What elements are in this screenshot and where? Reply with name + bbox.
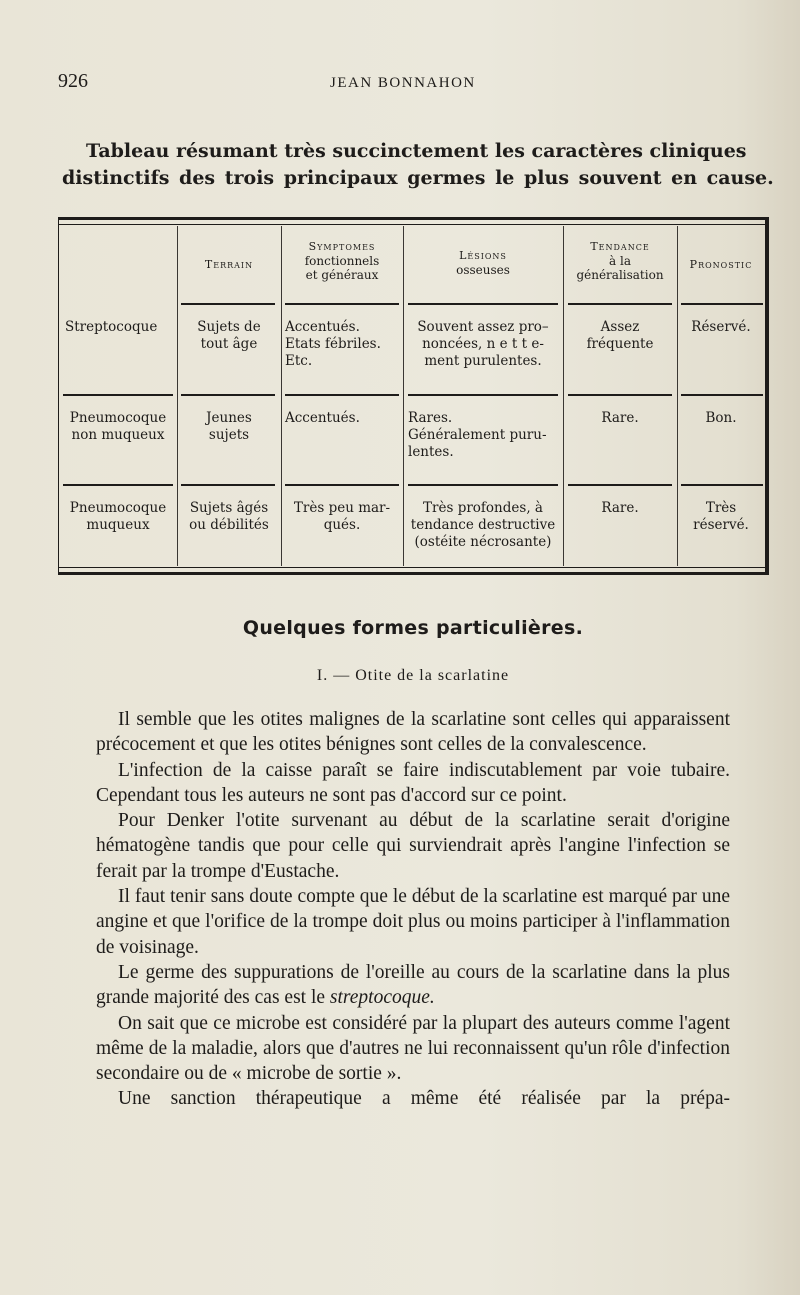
row-1-tendance-line-1: Assez: [600, 319, 640, 335]
row-1-lesions-line-3: ment purulentes.: [424, 353, 542, 369]
clinical-table: [58, 217, 769, 575]
header-symptomes-line-2: fonctionnels: [304, 254, 380, 268]
row-2-lesions-line-2: Généralement puru-: [408, 427, 547, 443]
table-title: [62, 138, 780, 192]
paragraph-6: On sait que ce microbe est considéré par la plupart des auteurs comme l'agent même de la maladie, alors que d'autres ne lui reconnaissent qu'un rôle d'infection secondaire ou de « microbe de sortie ».: [96, 1012, 730, 1085]
paragraph-2: L'infection de la caisse paraît se faire indiscutablement par voie tubaire. Cependant tous les auteurs ne sont pas d'accord sur ce point.: [96, 759, 730, 806]
paragraph-5-text: Le germe des suppurations de l'oreille au cours de la scarlatine dans la plus grande majorité des cas est le: [96, 961, 730, 1009]
row-3-terrain-line-1: Sujets âgés: [189, 500, 269, 516]
header-terrain: Terrain: [204, 258, 254, 271]
row-3-germ: [59, 500, 177, 534]
row-1-lesions: [403, 319, 563, 370]
row-separator: [408, 484, 558, 486]
section-subtitle: I. — Otite de la scarlatine: [316, 667, 510, 684]
row-3-terrain-line-2: ou débilités: [189, 517, 269, 533]
row-1-terrain: [177, 319, 281, 353]
row-3-tendance: [563, 500, 677, 517]
row-2-terrain: [177, 410, 281, 444]
row-separator: [285, 394, 399, 396]
section-title: Quelques formes particulières.: [242, 617, 584, 639]
row-3-pronostic-line-1: Très: [705, 500, 737, 516]
row-separator: [285, 303, 399, 305]
header-symptomes: [281, 240, 403, 282]
row-2-tendance-line-1: Rare.: [601, 410, 639, 426]
row-1-germ-line-1: Streptocoque: [65, 319, 158, 335]
row-separator: [568, 484, 672, 486]
paragraph-5-emphasis: streptocoque.: [329, 987, 435, 1009]
header-tendance-line-3: généralisation: [576, 268, 664, 282]
row-separator: [181, 484, 275, 486]
row-separator: [568, 303, 672, 305]
row-2-pronostic-line-1: Bon.: [705, 410, 737, 426]
row-2-tendance: [563, 410, 677, 427]
table-title-line-1: Tableau résumant très succinctement les caractères cliniques: [86, 140, 747, 162]
row-1-pronostic-line-1: Réservé.: [691, 319, 751, 335]
row-1-lesions-line-1: Souvent assez pro–: [417, 319, 549, 335]
row-3-lesions: [403, 500, 563, 551]
body-text: [96, 707, 730, 1112]
header-pronostic: Pronostic: [689, 258, 753, 271]
page-number: 926: [58, 70, 88, 92]
row-2-terrain-line-1: Jeunes: [206, 410, 252, 426]
running-title: JEAN BONNAHON: [330, 75, 476, 91]
table-inner-bottom-rule: [59, 567, 765, 568]
row-3-terrain: [177, 500, 281, 534]
row-separator: [408, 303, 558, 305]
paragraph-5: [96, 960, 730, 1011]
header-symptomes-line-1: Symptomes: [308, 240, 376, 253]
row-2-terrain-line-2: sujets: [208, 427, 250, 443]
row-separator: [181, 394, 275, 396]
header-lesions: [403, 249, 563, 277]
row-1-symptomes-line-2: Etats fébriles.: [285, 336, 381, 352]
row-separator: [181, 303, 275, 305]
table-inner-top-rule: [59, 224, 765, 225]
row-2-symptomes: [285, 410, 403, 427]
row-2-germ-line-1: Pneumocoque: [69, 410, 167, 426]
paragraph-7: Une sanction thérapeutique a même été réalisée par la prépa-: [118, 1088, 730, 1110]
row-1-tendance-line-2: fréquente: [586, 336, 654, 352]
row-1-symptomes-line-3: Etc.: [285, 353, 313, 369]
row-1-terrain-line-2: tout âge: [200, 336, 258, 352]
row-1-pronostic: [677, 319, 765, 336]
row-2-lesions-line-1: Rares.: [408, 410, 453, 426]
row-1-symptomes-line-1: Accentués.: [285, 319, 360, 335]
row-separator: [568, 394, 672, 396]
header-lesions-line-2: osseuses: [456, 263, 510, 277]
row-3-pronostic: [677, 500, 765, 534]
row-separator: [63, 484, 173, 486]
row-2-germ: [59, 410, 177, 444]
table-title-line-2: distinctifs des trois principaux germes le plus souvent en cause.: [62, 167, 774, 189]
row-3-lesions-line-3: (ostéite nécrosante): [414, 534, 552, 550]
row-3-symptomes-line-2: qués.: [323, 517, 361, 533]
header-tendance-line-2: à la: [609, 254, 631, 268]
header-symptomes-line-3: et généraux: [305, 268, 379, 282]
paragraph-3: Pour Denker l'otite survenant au début de la scarlatine serait d'origine hématogène tandis que pour celle qui surviendrait après l'angine l'infection se ferait par la trompe d'Eustache.: [96, 810, 730, 882]
row-1-terrain-line-1: Sujets de: [197, 319, 261, 335]
row-separator: [681, 394, 763, 396]
header-tendance-line-1: Tendance: [590, 240, 650, 253]
row-3-lesions-line-2: tendance destructive: [410, 517, 556, 533]
row-1-symptomes: [285, 319, 403, 370]
row-3-pronostic-line-2: réservé.: [693, 517, 749, 533]
paragraph-1: Il semble que les otites malignes de la scarlatine sont celles qui apparaissent précocement et que les otites bénignes sont celles de la convalescence.: [96, 709, 730, 756]
row-3-symptomes: [281, 500, 403, 534]
row-2-germ-line-2: non muqueux: [71, 427, 165, 443]
row-3-germ-line-2: muqueux: [86, 517, 150, 533]
row-separator: [408, 394, 558, 396]
paragraph-4: Il faut tenir sans doute compte que le début de la scarlatine est marqué par une angine et que l'orifice de la trompe doit plus ou moins participer à l'inflammation de voisinage.: [96, 886, 730, 958]
row-separator: [681, 303, 763, 305]
row-2-lesions-line-3: lentes.: [408, 444, 454, 460]
row-separator: [285, 484, 399, 486]
header-lesions-line-1: Lésions: [459, 249, 507, 262]
row-1-germ: [65, 319, 177, 336]
row-separator: [681, 484, 763, 486]
row-2-lesions: [408, 410, 563, 461]
row-3-germ-line-1: Pneumocoque: [69, 500, 167, 516]
row-separator: [63, 394, 173, 396]
row-1-lesions-line-2: noncées, n e t t e-: [422, 336, 544, 352]
row-3-lesions-line-1: Très profondes, à: [423, 500, 543, 516]
row-1-tendance: [563, 319, 677, 353]
header-tendance: [563, 240, 677, 282]
row-2-pronostic: [677, 410, 765, 427]
row-3-symptomes-line-1: Très peu mar-: [293, 500, 391, 516]
row-2-symptomes-line-1: Accentués.: [285, 410, 360, 426]
row-3-tendance-line-1: Rare.: [601, 500, 639, 516]
